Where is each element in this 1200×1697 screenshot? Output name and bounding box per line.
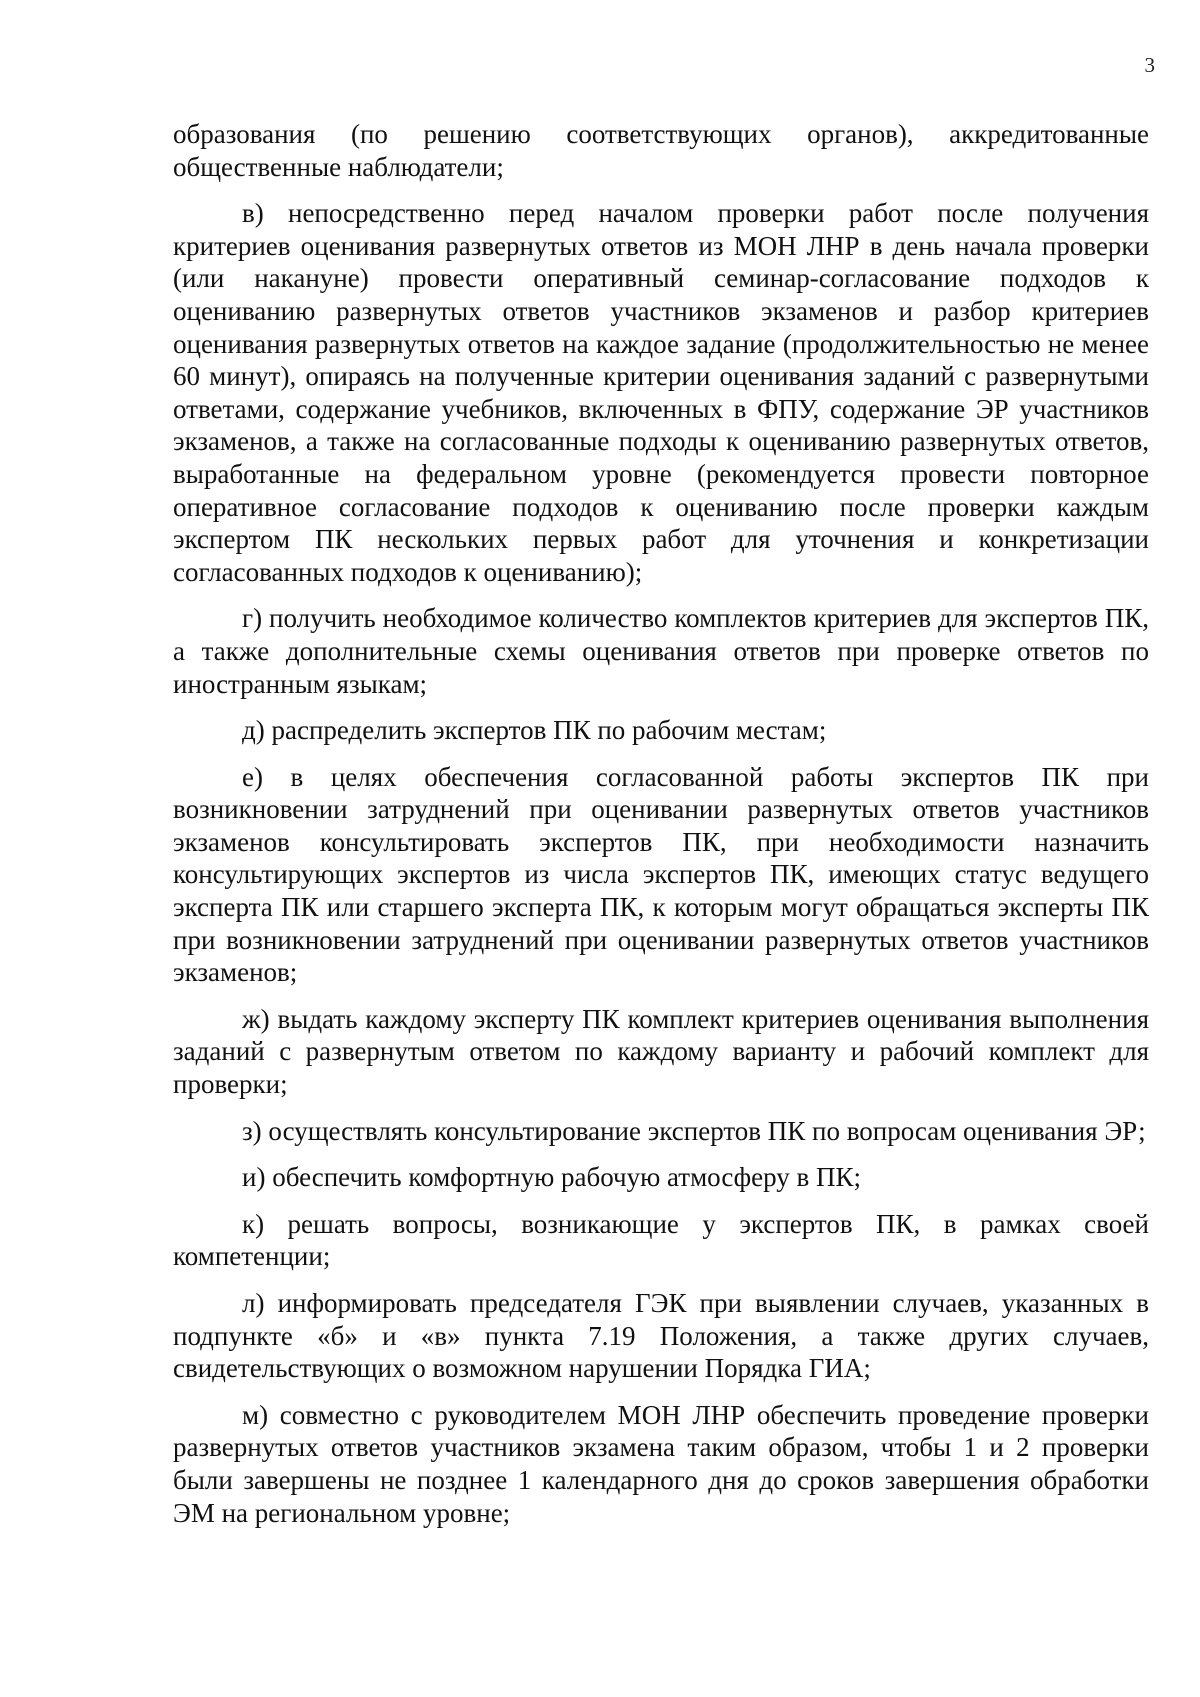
paragraph-item-i: и) обеспечить комфортную рабочую атмосферу в ПК; (242, 1162, 862, 1193)
paragraph-item-l: л) информировать председателя ГЭК при выявлении случаев, указанных в подпункте «б» и «в» пункта 7.19 Положения, а также других случаев, свидетельствующих о возможном нарушении Порядка ГИА; (173, 1288, 1149, 1384)
paragraph-item-zh: ж) выдать каждому эксперту ПК комплект критериев оценивания выполнения заданий с развернутым ответом по каждому варианту и рабочий комплект для проверки; (173, 1003, 1149, 1100)
paragraph-item-v: в) непосредственно перед началом проверки работ после получения критериев оценивания развернутых ответов из МОН ЛНР в день начала проверки (или накануне) провести оперативный семинар-согласование подходов к оцениванию развернутых ответов участников экзаменов и разбор критериев оценивания развернутых ответов на каждое задание (продолжительностью не менее 60 минут), опираясь на полученные критерии оценивания заданий с развернутыми ответами, содержание учебников, включенных в ФПУ, содержание ЭР участников экзаменов, а также на согласованные подходы к оцениванию развернутых ответов, выработанные на федеральном уровне (рекомендуется провести повторное оперативное согласование подходов к оцениванию после проверки каждым экспертом ПК нескольких первых работ для уточнения и конкретизации согласованных подходов к оцениванию); (173, 198, 1149, 587)
paragraph-continuation: образования (по решению соответствующих органов), аккредитованные общественные наблюдатели; (173, 119, 1149, 182)
page-number: 3 (1144, 53, 1155, 77)
paragraph-item-k: к) решать вопросы, возникающие у экспертов ПК, в рамках своей компетенции; (173, 1208, 1149, 1272)
paragraph-item-d: д) распределить экспертов ПК по рабочим местам; (242, 715, 827, 746)
paragraph-item-z: з) осуществлять консультирование экспертов ПК по вопросам оценивания ЭР; (242, 1115, 1146, 1146)
paragraph-item-m: м) совместно с руководителем МОН ЛНР обеспечить проведение проверки развернутых ответов участников экзамена таким образом, чтобы 1 и 2 проверки были завершены не позднее 1 календарного дня до сроков завершения обработки ЭМ на региональном уровне; (173, 1399, 1149, 1528)
paragraph-item-e: е) в целях обеспечения согласованной работы экспертов ПК при возникновении затруднений при оценивании развернутых ответов участников экзаменов консультировать экспертов ПК, при необходимости назначить консультирующих экспертов из числа экспертов ПК, имеющих статус ведущего эксперта ПК или старшего эксперта ПК, к которым могут обращаться эксперты ПК при возникновении затруднений при оценивании развернутых ответов участников экзаменов; (173, 761, 1149, 988)
paragraph-item-g: г) получить необходимое количество комплектов критериев для экспертов ПК, а также дополнительные схемы оценивания ответов при проверке ответов по иностранным языкам; (173, 603, 1149, 699)
document-body (173, 118, 1149, 1543)
